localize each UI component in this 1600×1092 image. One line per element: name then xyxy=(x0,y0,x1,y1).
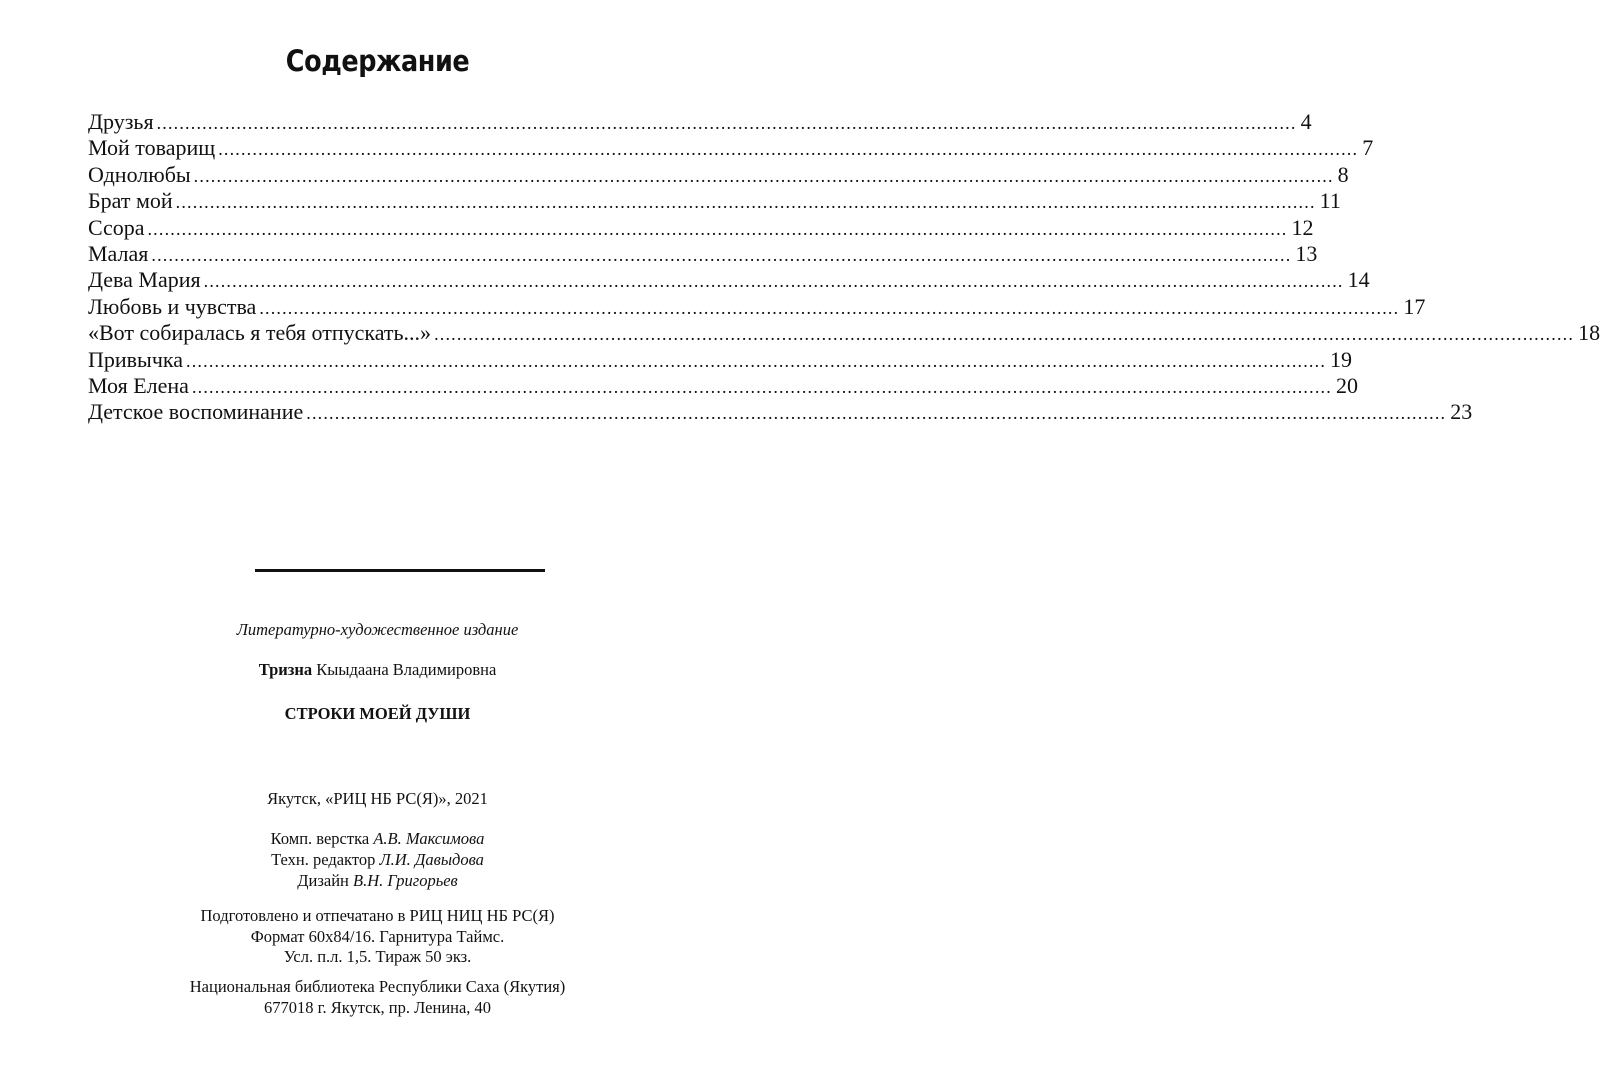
toc-entry xyxy=(88,109,1312,135)
toc-entry-title: Друзья xyxy=(88,109,154,134)
credit-line xyxy=(0,870,755,891)
toc-entry xyxy=(88,135,1374,161)
credit-role: Техн. редактор xyxy=(271,850,376,869)
toc-entry-title: Малая xyxy=(88,240,149,266)
library-line: 677018 г. Якутск, пр. Ленина, 40 xyxy=(263,997,492,1017)
toc-entry-page: 7 xyxy=(1362,135,1374,161)
print-detail-line: Формат 60х84/16. Гарнитура Таймс. xyxy=(250,926,505,946)
toc-entry xyxy=(88,293,1426,320)
toc-leader-dots: ........................................................................................................................................................................................................ xyxy=(151,244,1292,265)
toc-leader-dots: ........................................................................................................................................................................................................ xyxy=(434,324,1575,345)
toc-entry xyxy=(88,161,1349,188)
toc-entry-title: Ссора xyxy=(88,214,145,240)
table-of-contents xyxy=(88,109,1600,426)
credit-person: А.В. Максимова xyxy=(373,829,485,848)
toc-entry-title: Моя Елена xyxy=(88,372,189,398)
toc-leader-dots: ........................................................................................................................................................................................................ xyxy=(193,165,1334,186)
author-name xyxy=(0,660,755,680)
library-line: Национальная библиотека Республики Саха (Якутия) xyxy=(189,977,566,996)
toc-leader-dots: ........................................................................................................................................................................................................ xyxy=(156,113,1297,133)
print-detail-line: Подготовлено и отпечатано в РИЦ НИЦ НБ РС(Я) xyxy=(200,906,555,925)
toc-entry xyxy=(88,346,1353,373)
credit-person: Л.И. Давыдова xyxy=(379,850,484,869)
toc-entry xyxy=(88,214,1314,241)
toc-entry-title: Детское воспоминание xyxy=(88,399,304,425)
toc-entry-page: 4 xyxy=(1300,109,1312,134)
toc-entry-title: «Вот собиралась я тебя отпускать...» xyxy=(88,320,432,346)
toc-leader-dots: ........................................................................................................................................................................................................ xyxy=(175,192,1316,213)
toc-entry-page: 19 xyxy=(1330,346,1353,372)
print-details xyxy=(0,906,755,968)
toc-entry-page: 20 xyxy=(1335,372,1358,398)
toc-entry-title: Привычка xyxy=(88,346,184,372)
credit-role: Дизайн xyxy=(297,871,349,890)
toc-entry-title: Мой товарищ xyxy=(88,135,216,161)
toc-entry xyxy=(88,188,1341,214)
toc-entry-page: 17 xyxy=(1403,293,1426,319)
publication-genre: Литературно-художественное издание xyxy=(236,620,519,639)
toc-entry xyxy=(88,320,1600,346)
book-title: СТРОКИ МОЕЙ ДУШИ xyxy=(284,704,471,723)
toc-entry-page: 12 xyxy=(1291,214,1314,240)
toc-entry xyxy=(88,372,1358,399)
section-divider xyxy=(255,569,545,572)
toc-entry-title: Любовь и чувства xyxy=(88,293,257,319)
page-title: Содержание xyxy=(285,44,470,78)
toc-entry-page: 18 xyxy=(1578,320,1600,346)
publication-place-year: Якутск, «РИЦ НБ РС(Я)», 2021 xyxy=(267,789,488,808)
toc-leader-dots: ........................................................................................................................................................................................................ xyxy=(218,139,1359,160)
toc-entry xyxy=(88,267,1370,293)
toc-leader-dots: ........................................................................................................................................................................................................ xyxy=(203,271,1344,292)
library-address xyxy=(0,977,755,1018)
toc-entry xyxy=(88,240,1318,267)
author-given-names: Кыыдаана Владимировна xyxy=(316,660,497,679)
credit-role: Комп. верстка xyxy=(270,829,370,848)
toc-entry xyxy=(88,399,1473,425)
toc-entry-page: 8 xyxy=(1337,161,1349,187)
toc-entry-page: 13 xyxy=(1295,240,1318,266)
toc-entry-title: Брат мой xyxy=(88,188,173,214)
credits-block xyxy=(0,828,755,891)
credit-line xyxy=(0,828,755,849)
print-detail-line: Усл. п.л. 1,5. Тираж 50 экз. xyxy=(283,947,472,966)
toc-entry-page: 11 xyxy=(1319,188,1341,214)
credit-line xyxy=(0,849,755,870)
toc-entry-title: Однолюбы xyxy=(88,161,191,187)
toc-entry-page: 23 xyxy=(1450,399,1473,425)
credit-person: В.Н. Григорьев xyxy=(352,871,458,890)
toc-entry-title: Дева Мария xyxy=(88,267,201,293)
toc-leader-dots: ........................................................................................................................................................................................................ xyxy=(259,297,1400,318)
toc-leader-dots: ........................................................................................................................................................................................................ xyxy=(147,218,1288,239)
toc-leader-dots: ........................................................................................................................................................................................................ xyxy=(191,376,1332,397)
toc-entry-page: 14 xyxy=(1347,267,1370,293)
author-surname: Тризна xyxy=(258,660,313,679)
toc-leader-dots: ........................................................................................................................................................................................................ xyxy=(306,403,1447,424)
toc-leader-dots: ........................................................................................................................................................................................................ xyxy=(186,350,1327,371)
